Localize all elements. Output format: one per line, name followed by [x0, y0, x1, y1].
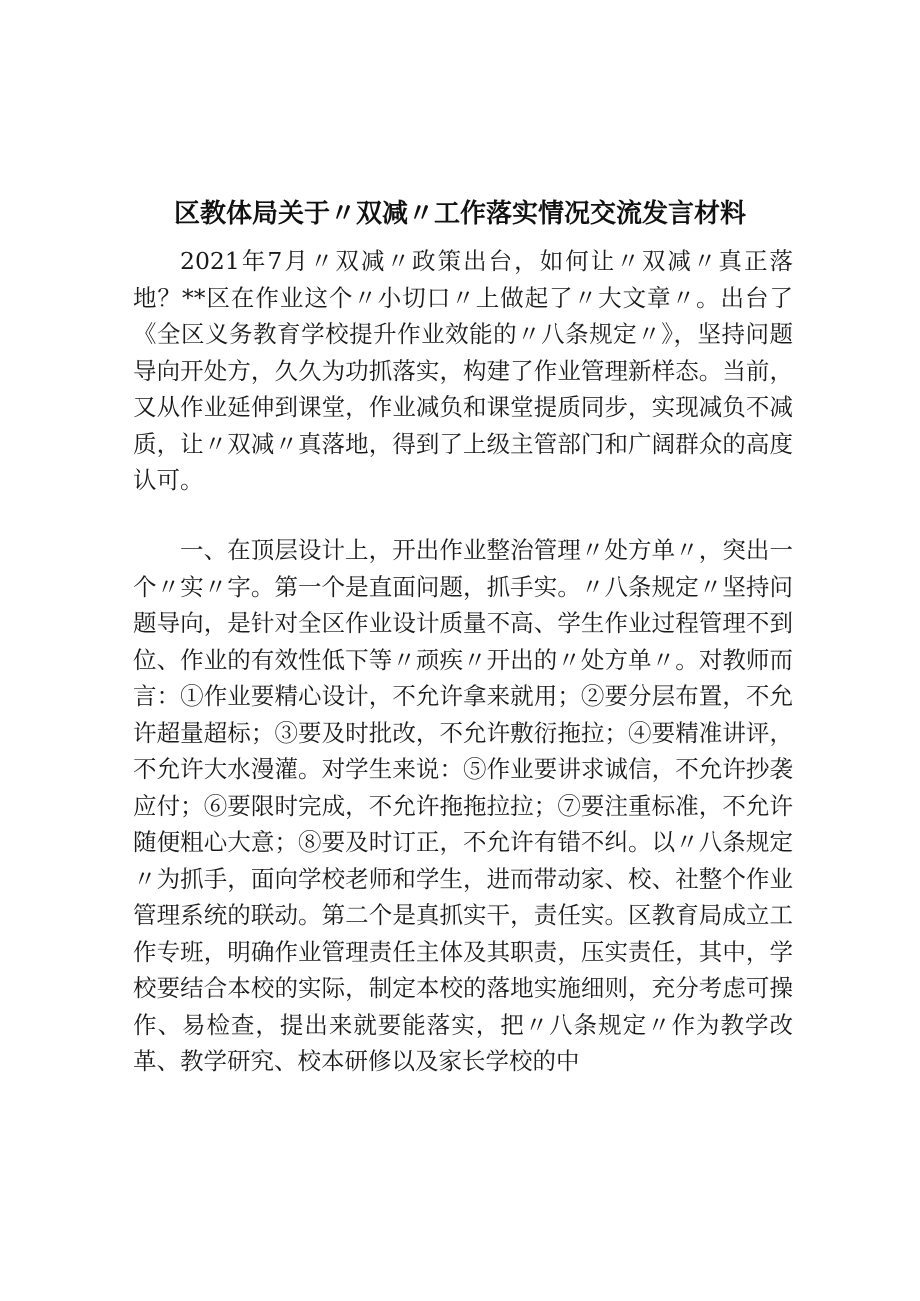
paragraph-intro: 2021年7月〃双减〃政策出台，如何让〃双减〃真正落地？**区在作业这个〃小切口〃上做起了〃大文章〃。出台了《全区义务教育学校提升作业效能的〃八条规定〃》，坚持问题导向开处方，久久为功抓落实，构建了作业管理新样态。当前，又从作业延伸到课堂，作业减负和课堂提质同步，实现减负不减质，让〃双减〃真落地，得到了上级主管部门和广阔群众的高度认可。 [133, 247, 793, 494]
document-title: 区教体局关于〃双减〃工作落实情况交流发言材料 [173, 199, 746, 229]
paragraph-section-one: 一、在顶层设计上，开出作业整治管理〃处方单〃，突出一个〃实〃字。第一个是直面问题，抓手实。〃八条规定〃坚持问题导向，是针对全区作业设计质量不高、学生作业过程管理不到位、作业的有效性低下等〃顽疾〃开出的〃处方单〃。对教师而言：①作业要精心设计，不允许拿来就用；②要分层布置，不允许超量超标；③要及时批改，不允许敷衍拖拉；④要精准讲评，不允许大水漫灌。对学生来说：⑤作业要讲求诚信，不允许抄袭应付；⑥要限时完成，不允许拖拖拉拉；⑦要注重标准，不允许随便粗心大意；⑧要及时订正，不允许有错不纠。以〃八条规定〃为抓手，面向学校老师和学生，进而带动家、校、社整个作业管理系统的联动。第二个是真抓实干，责任实。区教育局成立工作专班，明确作业管理责任主体及其职责，压实责任，其中，学校要结合本校的实际，制定本校的落地实施细则，充分考虑可操作、易检查，提出来就要能落实，把〃八条规定〃作为教学改革、教学研究、校本研修以及家长学校的中 [133, 536, 793, 1075]
